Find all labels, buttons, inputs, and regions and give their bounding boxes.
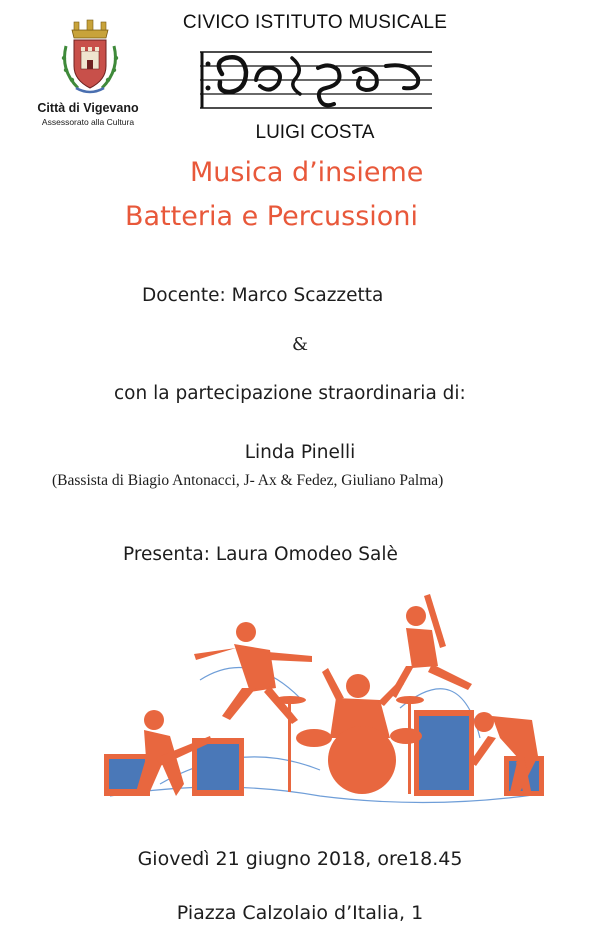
event-date-time: Giovedì 21 giugno 2018, ore18.45 [137,848,463,870]
staff-treble-clef-logo-icon [200,44,432,114]
ampersand: & [291,334,309,355]
guest-name: Linda Pinelli [244,442,356,463]
teacher-line: Docente: Marco Scazzetta [142,285,384,306]
institute-subtitle: LUIGI COSTA [255,122,375,143]
course-title-line-1: Musica d’insieme [190,157,424,188]
rock-band-silhouette-icon [100,588,550,810]
institute-title: CIVICO ISTITUTO MUSICALE [182,12,448,33]
course-title-line-2: Batteria e Percussioni [125,201,418,232]
presenter-line: Presenta: Laura Omodeo Salè [123,544,398,565]
event-venue: Piazza Calzolaio d’Italia, 1 [176,902,424,924]
guest-note: (Bassista di Biagio Antonacci, J- Ax & Fedez, Giuliano Palma) [52,472,444,489]
participation-line: con la partecipazione straordinaria di: [114,383,466,404]
city-department: Assessorato alla Cultura [41,117,135,127]
city-name: Città di Vigevano [37,101,139,115]
vigevano-coat-of-arms-icon [58,18,122,96]
